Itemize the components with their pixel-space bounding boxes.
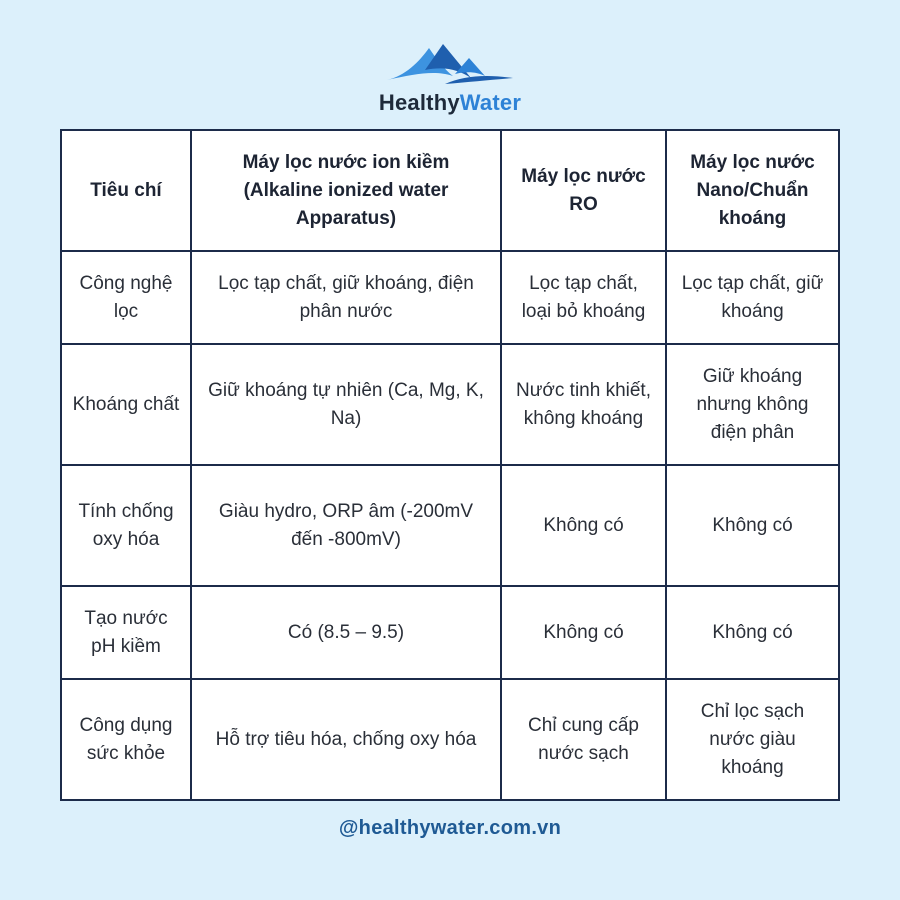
- header-criteria: Tiêu chí: [61, 130, 191, 251]
- row-alkaline-cell: Có (8.5 – 9.5): [191, 586, 501, 679]
- header-ro: Máy lọc nước RO: [501, 130, 666, 251]
- row-ro-cell: Lọc tạp chất, loại bỏ khoáng: [501, 251, 666, 344]
- row-nano-cell: Lọc tạp chất, giữ khoáng: [666, 251, 839, 344]
- row-ro-cell: Không có: [501, 465, 666, 586]
- row-criteria-cell: Tạo nước pH kiềm: [61, 586, 191, 679]
- row-nano-cell: Chỉ lọc sạch nước giàu khoáng: [666, 679, 839, 800]
- row-criteria-cell: Khoáng chất: [61, 344, 191, 465]
- row-criteria-cell: Tính chống oxy hóa: [61, 465, 191, 586]
- row-alkaline-cell: Giữ khoáng tự nhiên (Ca, Mg, K, Na): [191, 344, 501, 465]
- row-ro-cell: Không có: [501, 586, 666, 679]
- brand-logo: [0, 40, 900, 116]
- table-row: [61, 251, 839, 344]
- footer-handle[interactable]: @healthywater.com.vn: [338, 817, 562, 839]
- comparison-table: [60, 129, 840, 801]
- table-row: [61, 465, 839, 586]
- table-header-row: [61, 130, 839, 251]
- row-ro-cell: Nước tinh khiết, không khoáng: [501, 344, 666, 465]
- row-alkaline-cell: Giàu hydro, ORP âm (-200mV đến -800mV): [191, 465, 501, 586]
- row-alkaline-cell: Lọc tạp chất, giữ khoáng, điện phân nước: [191, 251, 501, 344]
- table-row: [61, 586, 839, 679]
- brand-name-part2: Water: [459, 90, 522, 115]
- row-nano-cell: Giữ khoáng nhưng không điện phân: [666, 344, 839, 465]
- table-row: [61, 679, 839, 800]
- row-ro-cell: Chỉ cung cấp nước sạch: [501, 679, 666, 800]
- row-nano-cell: Không có: [666, 465, 839, 586]
- brand-name-part1: Healthy: [378, 90, 460, 115]
- header-alkaline: Máy lọc nước ion kiềm (Alkaline ionized water Apparatus): [191, 130, 501, 251]
- row-criteria-cell: Công nghệ lọc: [61, 251, 191, 344]
- brand-name: [0, 90, 900, 116]
- mountain-wave-logo-icon: [385, 40, 515, 88]
- row-criteria-cell: Công dụng sức khỏe: [61, 679, 191, 800]
- row-alkaline-cell: Hỗ trợ tiêu hóa, chống oxy hóa: [191, 679, 501, 800]
- header-nano: Máy lọc nước Nano/Chuẩn khoáng: [666, 130, 839, 251]
- row-nano-cell: Không có: [666, 586, 839, 679]
- table-row: [61, 344, 839, 465]
